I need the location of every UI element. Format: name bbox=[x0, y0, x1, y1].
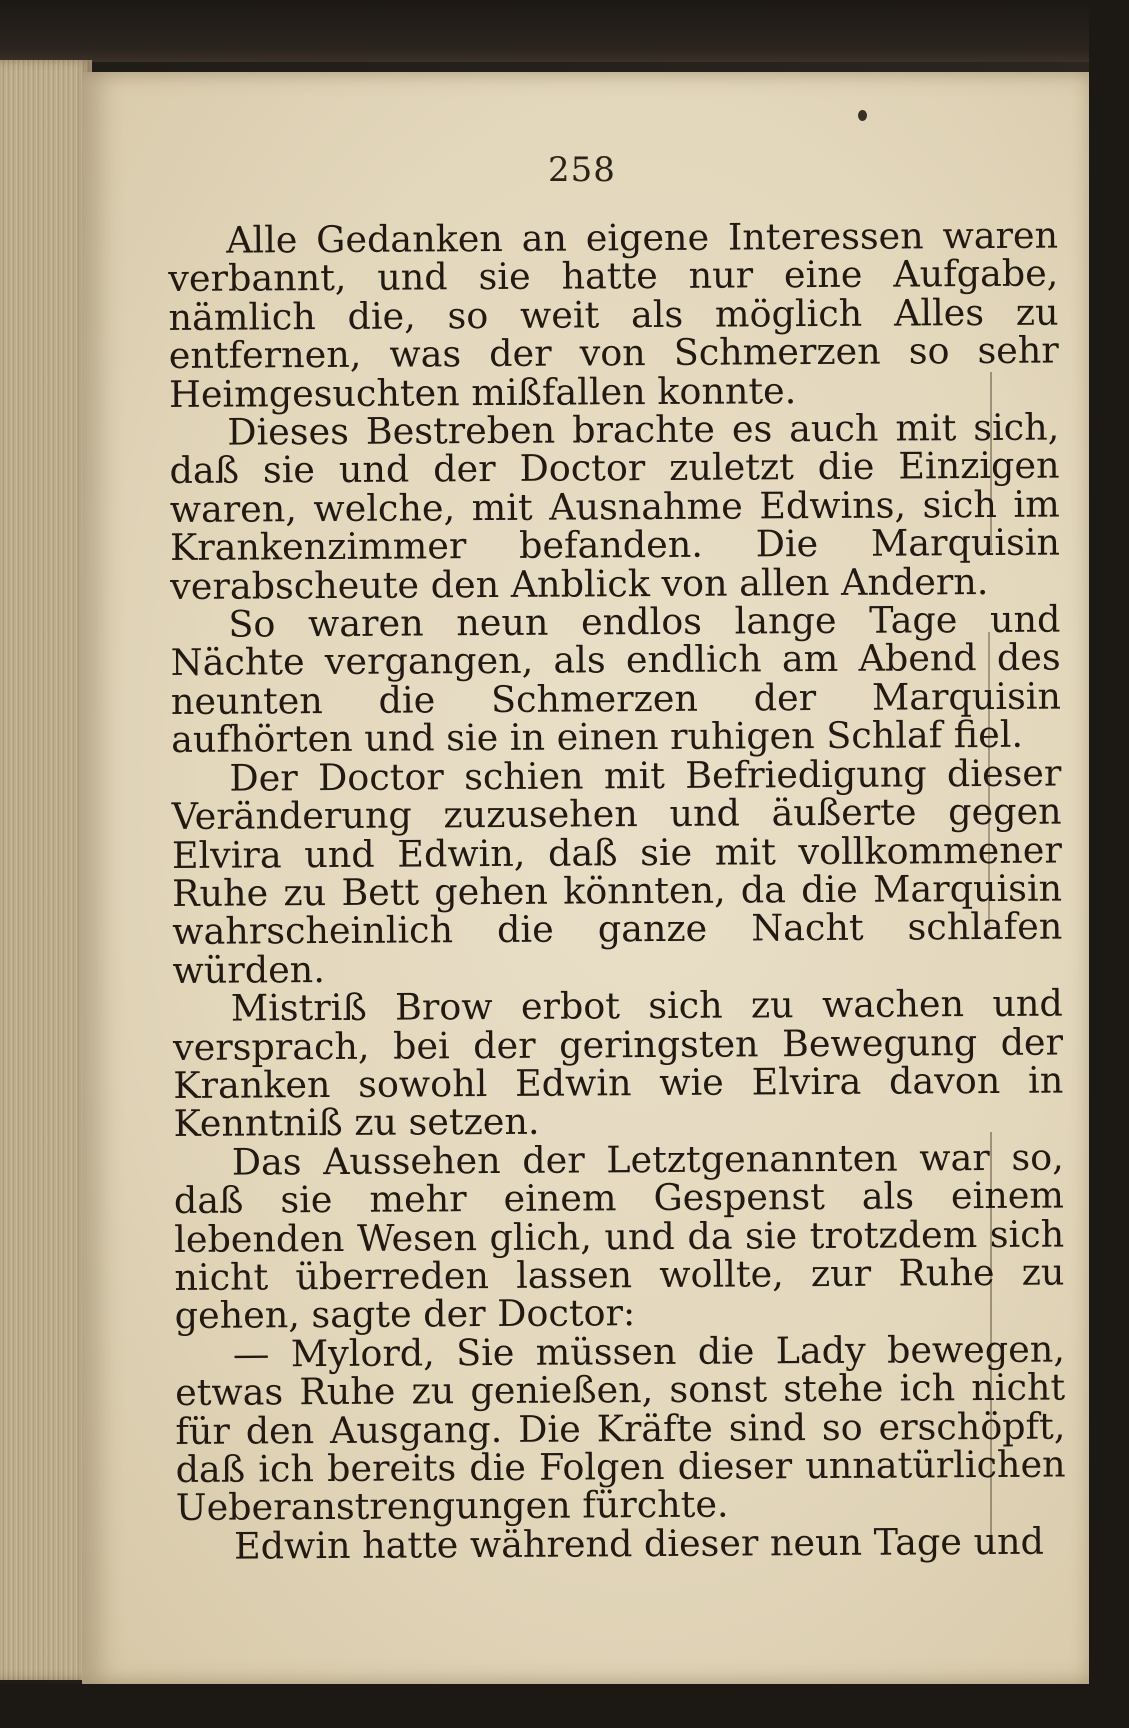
paragraph: Der Doctor schien mit Befriedigung dieser Veränderung zuzusehen und äußerte gegen Elvira und Edwin, daß sie mit vollkommener Ruhe zu Bett gehen könnten, da die Marquisin wahrscheinlich die ganze Nacht schlafen würden. bbox=[171, 751, 1063, 992]
scan-top-edge bbox=[0, 0, 1129, 62]
book-page-edges bbox=[0, 60, 92, 1680]
paragraph: Mistriß Brow erbot sich zu wachen und versprach, bei der geringsten Bewegung der Kranken sowohl Edwin wie Elvira davon in Kenntniß zu setzen. bbox=[172, 981, 1064, 1146]
ink-spot bbox=[858, 110, 867, 121]
paragraph: So waren neun endlos lange Tage und Nächte vergangen, als endlich am Abend des neunten die Schmerzen der Marquisin aufhörten und sie in einen ruhigen Schlaf fiel. bbox=[170, 597, 1062, 762]
body-text bbox=[168, 213, 1066, 1568]
page-number: 258 bbox=[548, 150, 616, 190]
paragraph: — Mylord, Sie müssen die Lady bewegen, etwas Ruhe zu genießen, sonst stehe ich nicht für den Ausgang. Die Kräfte sind so erschöpft, daß ich bereits die Folgen dieser unnatürlichen Ueberanstrengungen fürchte. bbox=[175, 1327, 1066, 1530]
paragraph: Das Aussehen der Letztgenannten war so, daß sie mehr einem Gespenst als einem lebenden Wesen glich, und da sie trotzdem sich nicht überreden lassen wollte, zur Ruhe zu gehen, sagte der Doctor: bbox=[173, 1135, 1065, 1338]
scan-bottom-edge bbox=[0, 1684, 1129, 1728]
paragraph: Alle Gedanken an eigene Interessen waren verbannt, und sie hatte nur eine Aufgabe, nämlich die, so weit als möglich Alles zu entfernen, was der von Schmerzen so sehr Heimgesuchten mißfallen konnte. bbox=[168, 213, 1059, 416]
paragraph: Edwin hatte während dieser neun Tage und bbox=[233, 1519, 1045, 1568]
scan-right-edge bbox=[1089, 0, 1129, 1728]
paragraph: Dieses Bestreben brachte es auch mit sich, daß sie und der Doctor zuletzt die Einzigen waren, welche, mit Ausnahme Edwins, sich im Krankenzimmer befanden. Die Marquisin verabscheute den Anblick von allen Andern. bbox=[169, 405, 1061, 608]
